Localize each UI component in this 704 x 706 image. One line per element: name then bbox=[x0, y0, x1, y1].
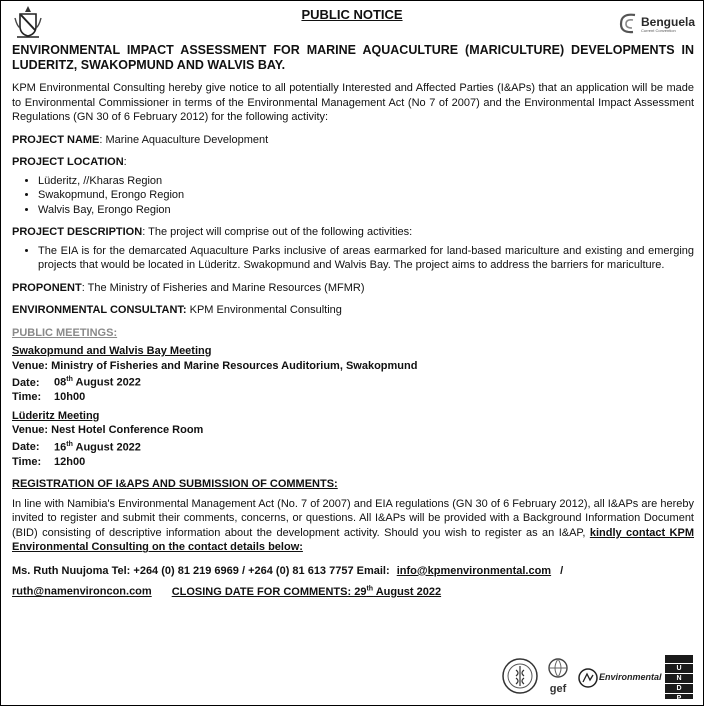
email-link-kpm[interactable]: info@kpmenvironmental.com bbox=[396, 564, 552, 577]
project-location-list bbox=[12, 174, 694, 218]
location-item: • Swakopmund, Erongo Region bbox=[38, 188, 694, 203]
contact-name-tel: Ms. Ruth Nuujoma Tel: +264 (0) 81 219 6969 / +264 (0) 81 613 7757 Email: bbox=[12, 564, 390, 577]
consultant-line bbox=[12, 303, 694, 318]
meeting-venue: Venue: Nest Hotel Conference Room bbox=[12, 424, 204, 437]
registration-heading: REGISTRATION OF I&APS AND SUBMISSION OF COMMENTS: bbox=[12, 478, 338, 491]
consultant-label: ENVIRONMENTAL CONSULTANT: bbox=[12, 304, 187, 316]
contact-line-2 bbox=[12, 582, 694, 599]
project-name-line bbox=[12, 133, 694, 148]
partner-logos bbox=[501, 655, 697, 701]
benguela-name: Benguela bbox=[641, 15, 696, 29]
registration-body: In line with Namibia's Environmental Management Act (No. 7 of 2007) and EIA regulations (GN 30 of 6 February 2012), all I&APs are hereby invited to register and submit their comments, concerns, or questions. All I&APs will be provided with a Background Information Document (BID) consisting of descriptive information about the development activity. Should you wish to register as an I&AP, kindly contact KPM Environmental Consulting on the contact details below: bbox=[12, 497, 695, 554]
kpm-logo bbox=[577, 667, 662, 693]
public-meetings-heading: PUBLIC MEETINGS: bbox=[12, 326, 118, 339]
kpm-mark-icon bbox=[577, 667, 599, 689]
meeting-swakopmund bbox=[12, 344, 694, 405]
meeting-venue: Venue: Ministry of Fisheries and Marine Resources Auditorium, Swakopmund bbox=[12, 359, 418, 372]
project-description-list bbox=[12, 244, 694, 273]
project-location-heading: PROJECT LOCATION: bbox=[12, 156, 127, 168]
email-link-ruth[interactable]: ruth@namenvironcon.com bbox=[12, 585, 152, 598]
fao-logo bbox=[501, 657, 539, 695]
meeting-date: Date: 08th August 2022 bbox=[12, 376, 141, 389]
kpm-label: Environmental bbox=[599, 672, 662, 682]
proponent-line bbox=[12, 281, 694, 296]
meeting-time: Time: 12h00 bbox=[12, 455, 86, 468]
undp-logo: U N D P bbox=[665, 655, 693, 699]
contact-line: Ms. Ruth Nuujoma Tel: +264 (0) 81 219 6969 / +264 (0) 81 613 7757 Email: info@kpmenvironmental.com / bbox=[12, 564, 564, 577]
meeting-luderitz bbox=[12, 409, 694, 470]
project-description-label: PROJECT DESCRIPTION bbox=[12, 226, 143, 238]
meeting-date: Date: 16th August 2022 bbox=[12, 440, 141, 454]
intro-paragraph: KPM Environmental Consulting hereby give notice to all potentially Interested and Affected Parties (I&APs) that an application will be made to Environmental Commissioner in terms of the Environmental Management Act (No 7 of 2007) and the Environmental Impact Assessment Regulations (GN 30 of 6 February 2012) for the following activity: bbox=[12, 82, 694, 123]
proponent-label: PROPONENT bbox=[12, 281, 82, 294]
gef-logo bbox=[544, 658, 572, 694]
project-name-value: : Marine Aquaculture Development bbox=[99, 133, 269, 146]
meeting-title: Lüderitz Meeting bbox=[12, 409, 100, 422]
location-item: • Lüderitz, //Kharas Region bbox=[38, 174, 694, 189]
meeting-time: Time: 10h00 bbox=[12, 391, 86, 404]
benguela-swirl-icon bbox=[617, 11, 639, 35]
notice-content bbox=[12, 43, 694, 599]
meeting-title: Swakopmund and Walvis Bay Meeting bbox=[12, 345, 212, 357]
notice-headline: ENVIRONMENTAL IMPACT ASSESSMENT FOR MARINE AQUACULTURE (MARICULTURE) DEVELOPMENTS IN LUDERITZ, SWAKOPMUND AND WALVIS BAY. bbox=[12, 43, 694, 72]
project-name-label: PROJECT NAME bbox=[12, 133, 100, 146]
description-item: • The EIA is for the demarcated Aquaculture Parks inclusive of areas earmarked for land-based mariculture and existing and emerging projects that would be located in Lüderitz. Swakopmund and Walvis Bay. The project aims to address the barriers for mariculture. bbox=[38, 244, 694, 273]
benguela-logo bbox=[617, 11, 695, 37]
project-location-label: PROJECT LOCATION bbox=[12, 156, 124, 168]
location-item: • Walvis Bay, Erongo Region bbox=[38, 203, 694, 218]
benguela-subtitle: Current Convention bbox=[641, 28, 676, 33]
project-description-value: : The project will comprise out of the following activities: bbox=[142, 226, 413, 238]
registration-contact-emphasis: kindly contact KPM Environmental Consulting on the contact details below: bbox=[12, 526, 695, 554]
project-description-line bbox=[12, 225, 694, 240]
proponent-value: : The Ministry of Fisheries and Marine Resources (MFMR) bbox=[81, 281, 365, 294]
consultant-value: KPM Environmental Consulting bbox=[186, 304, 342, 316]
gef-label: gef bbox=[549, 683, 567, 695]
notice-title: PUBLIC NOTICE bbox=[301, 7, 403, 22]
closing-date: CLOSING DATE FOR COMMENTS: 29th August 2022 bbox=[171, 585, 442, 598]
gef-globe-icon bbox=[544, 658, 572, 678]
